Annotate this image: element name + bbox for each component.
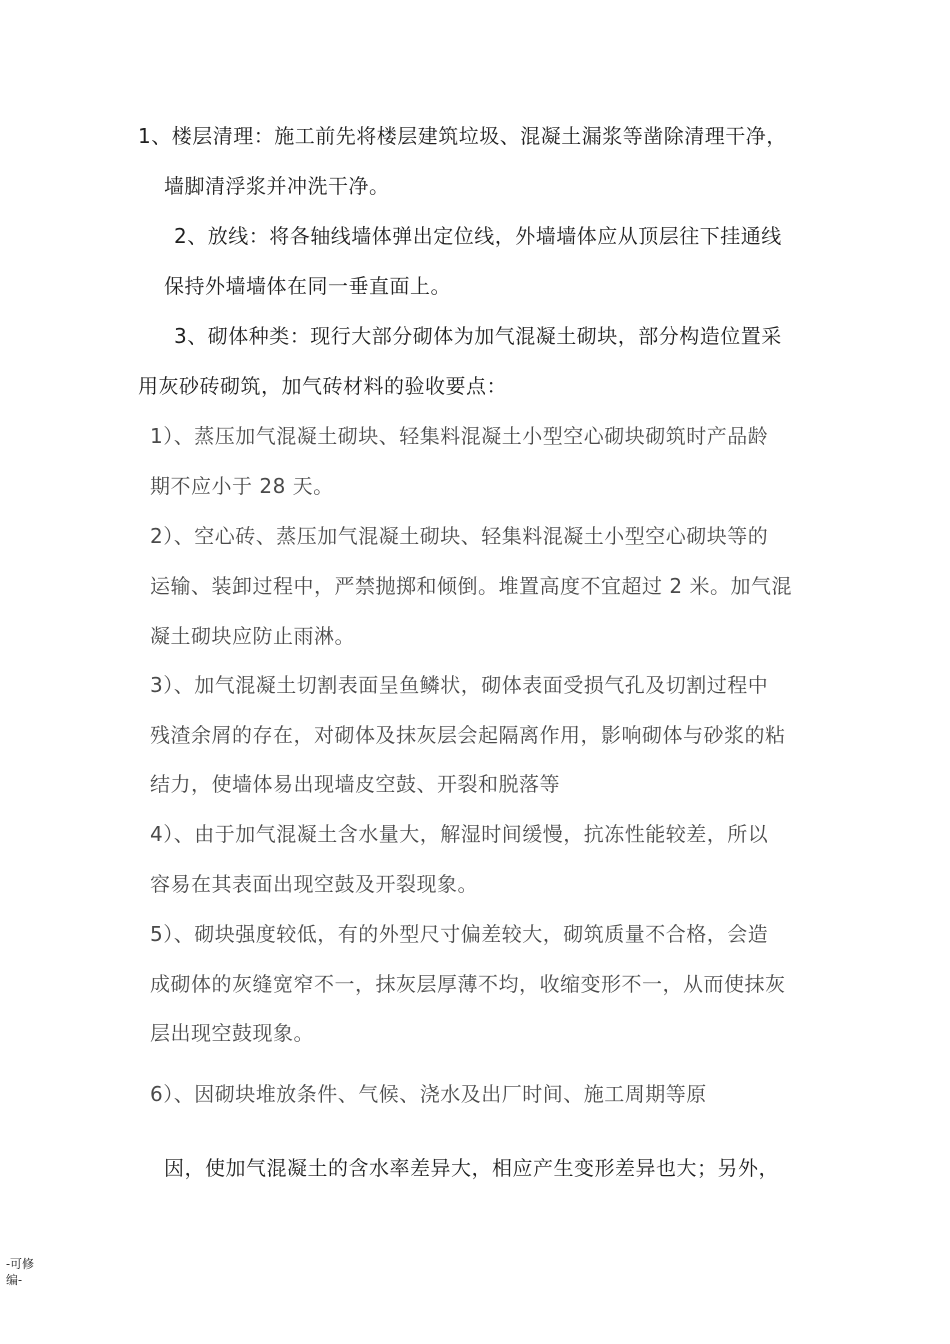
footer-line: -可修 (6, 1257, 35, 1271)
paragraph-line: 2）、空心砖、蒸压加气混凝土砌块、轻集料混凝土小型空心砌块等的 (150, 524, 769, 548)
paragraph-line: 用灰砂砖砌筑，加气砖材料的验收要点： (138, 374, 507, 398)
paragraph-line: 残渣余屑的存在，对砌体及抹灰层会起隔离作用，影响砌体与砂浆的粘 (150, 723, 786, 747)
paragraph-line: 保持外墙墙体在同一垂直面上。 (164, 274, 451, 298)
paragraph-line: 3、砌体种类：现行大部分砌体为加气混凝土砌块，部分构造位置采 (174, 324, 782, 348)
paragraph-line: 墙脚清浮浆并冲洗干净。 (164, 174, 390, 198)
paragraph-line: 层出现空鼓现象。 (150, 1021, 314, 1045)
paragraph-line: 因，使加气混凝土的含水率差异大，相应产生变形差异也大；另外， (164, 1156, 779, 1180)
paragraph-line: 成砌体的灰缝宽窄不一，抹灰层厚薄不均，收缩变形不一，从而使抹灰 (150, 972, 786, 996)
paragraph-line: 1、楼层清理：施工前先将楼层建筑垃圾、混凝土漏浆等凿除清理干净， (138, 124, 787, 148)
paragraph-line: 6）、因砌块堆放条件、气候、浇水及出厂时间、施工周期等原 (150, 1082, 707, 1106)
paragraph-line: 期不应小于 28 天。 (150, 474, 334, 498)
paragraph-line: 结力，使墙体易出现墙皮空鼓、开裂和脱落等 (150, 772, 560, 796)
paragraph-line: 3）、加气混凝土切割表面呈鱼鳞状，砌体表面受损气孔及切割过程中 (150, 673, 769, 697)
paragraph-line: 容易在其表面出现空鼓及开裂现象。 (150, 872, 478, 896)
paragraph-line: 4）、由于加气混凝土含水量大，解湿时间缓慢，抗冻性能较差，所以 (150, 822, 769, 846)
footer-note (6, 1256, 34, 1288)
paragraph-line: 2、放线：将各轴线墙体弹出定位线，外墙墙体应从顶层往下挂通线 (174, 224, 782, 248)
paragraph-line: 1）、蒸压加气混凝土砌块、轻集料混凝土小型空心砌块砌筑时产品龄 (150, 424, 769, 448)
paragraph-line: 凝土砌块应防止雨淋。 (150, 624, 355, 648)
paragraph-line: 运输、装卸过程中，严禁抛掷和倾倒。堆置高度不宜超过 2 米。加气混 (150, 574, 792, 598)
footer-line: 编- (6, 1273, 23, 1287)
paragraph-line: 5）、砌块强度较低，有的外型尺寸偏差较大，砌筑质量不合格，会造 (150, 922, 769, 946)
